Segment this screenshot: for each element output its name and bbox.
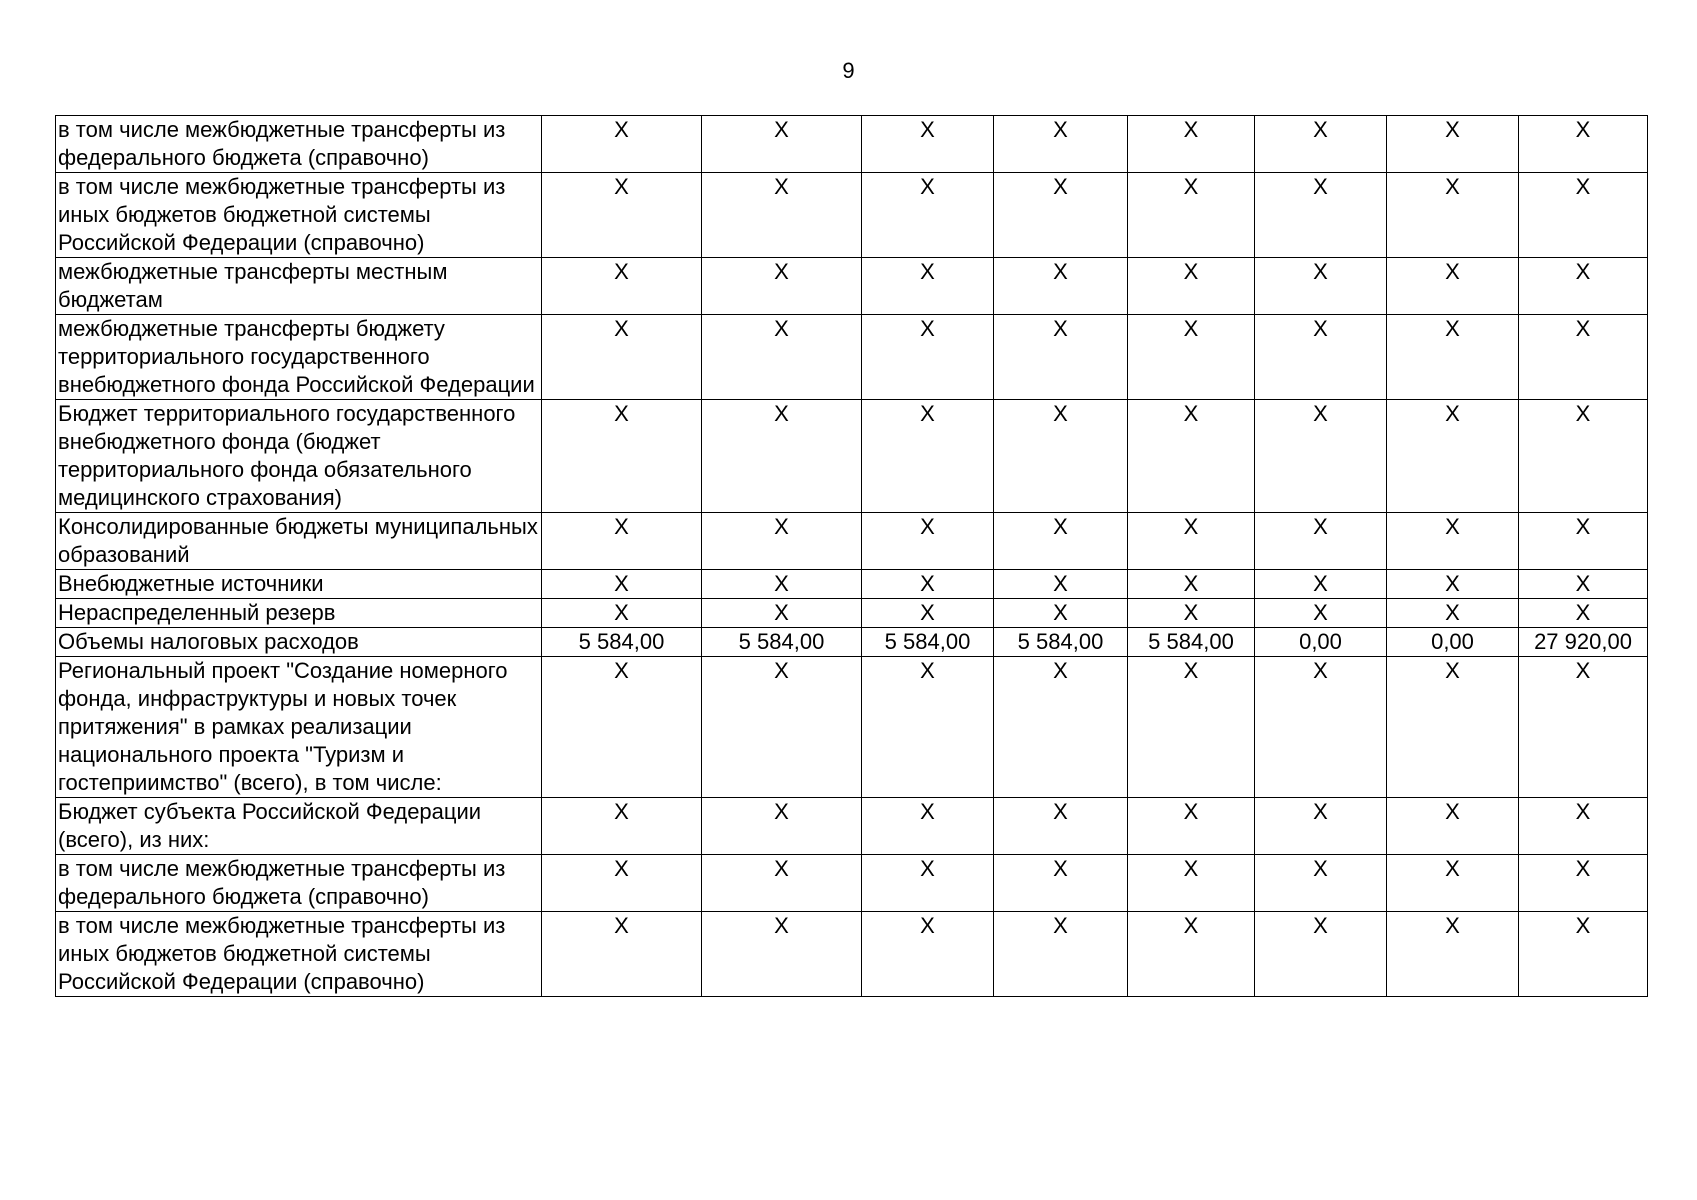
value-cell: X (542, 570, 702, 599)
row-label: в том числе межбюджетные трансферты из федерального бюджета (справочно) (56, 116, 542, 173)
value-cell: X (1519, 855, 1648, 912)
value-cell: X (702, 657, 862, 798)
value-cell: X (1255, 570, 1387, 599)
row-label: межбюджетные трансферты бюджету территориального государственного внебюджетного фонда Российской Федерации (56, 315, 542, 400)
value-cell: X (702, 570, 862, 599)
value-cell: 0,00 (1255, 628, 1387, 657)
value-cell: X (862, 116, 994, 173)
value-cell: X (1519, 315, 1648, 400)
value-cell: X (1387, 570, 1519, 599)
value-cell: X (1255, 315, 1387, 400)
value-cell: 0,00 (1387, 628, 1519, 657)
value-cell: X (542, 912, 702, 997)
row-label: Нераспределенный резерв (56, 599, 542, 628)
value-cell: X (1387, 912, 1519, 997)
value-cell: X (702, 400, 862, 513)
value-cell: X (994, 315, 1128, 400)
value-cell: X (1519, 570, 1648, 599)
value-cell: X (862, 513, 994, 570)
value-cell: X (1255, 798, 1387, 855)
value-cell: 5 584,00 (1128, 628, 1255, 657)
value-cell: X (702, 855, 862, 912)
value-cell: X (1128, 599, 1255, 628)
value-cell: X (862, 570, 994, 599)
value-cell: X (994, 116, 1128, 173)
page-number: 9 (842, 58, 855, 83)
table-row (56, 798, 1648, 855)
table-row (56, 599, 1648, 628)
table-row (56, 628, 1648, 657)
value-cell: X (1128, 258, 1255, 315)
value-cell: X (1519, 657, 1648, 798)
value-cell: X (862, 855, 994, 912)
value-cell: X (1387, 513, 1519, 570)
row-label: межбюджетные трансферты местным бюджетам (56, 258, 542, 315)
value-cell: X (1519, 599, 1648, 628)
value-cell: 27 920,00 (1519, 628, 1648, 657)
value-cell: X (994, 599, 1128, 628)
value-cell: X (542, 855, 702, 912)
value-cell: X (1387, 855, 1519, 912)
value-cell: X (1128, 570, 1255, 599)
table-row (56, 855, 1648, 912)
value-cell: X (1519, 116, 1648, 173)
row-label: Объемы налоговых расходов (56, 628, 542, 657)
row-label: Консолидированные бюджеты муниципальных образований (56, 513, 542, 570)
table-row (56, 173, 1648, 258)
value-cell: X (994, 513, 1128, 570)
value-cell: X (702, 173, 862, 258)
value-cell: X (862, 315, 994, 400)
value-cell: X (542, 315, 702, 400)
value-cell: X (1255, 599, 1387, 628)
value-cell: X (702, 599, 862, 628)
value-cell: X (994, 173, 1128, 258)
value-cell: X (542, 400, 702, 513)
row-label: в том числе межбюджетные трансферты из иных бюджетов бюджетной системы Российской Федерации (справочно) (56, 173, 542, 258)
value-cell: X (702, 912, 862, 997)
value-cell: X (862, 912, 994, 997)
value-cell: X (702, 798, 862, 855)
row-label: Региональный проект "Создание номерного фонда, инфраструктуры и новых точек притяжения" в рамках реализации национального проекта "Туризм и гостеприимство" (всего), в том числе: (56, 657, 542, 798)
table-row (56, 513, 1648, 570)
value-cell: 5 584,00 (702, 628, 862, 657)
value-cell: X (1128, 173, 1255, 258)
table-row (56, 400, 1648, 513)
value-cell: X (1519, 400, 1648, 513)
value-cell: X (862, 657, 994, 798)
value-cell: X (1519, 258, 1648, 315)
value-cell: X (702, 513, 862, 570)
value-cell: X (994, 855, 1128, 912)
row-label: в том числе межбюджетные трансферты из иных бюджетов бюджетной системы Российской Федерации (справочно) (56, 912, 542, 997)
table-row (56, 912, 1648, 997)
value-cell: X (1128, 513, 1255, 570)
value-cell: X (994, 570, 1128, 599)
value-cell: X (994, 657, 1128, 798)
value-cell: X (1255, 173, 1387, 258)
value-cell: X (1387, 258, 1519, 315)
value-cell: X (542, 513, 702, 570)
value-cell: X (862, 258, 994, 315)
value-cell: X (1387, 599, 1519, 628)
value-cell: X (862, 400, 994, 513)
table-row (56, 570, 1648, 599)
value-cell: X (1255, 855, 1387, 912)
value-cell: X (862, 599, 994, 628)
value-cell: X (1128, 400, 1255, 513)
row-label: Бюджет территориального государственного внебюджетного фонда (бюджет территориального фонда обязательного медицинского страхования) (56, 400, 542, 513)
value-cell: X (1128, 657, 1255, 798)
value-cell: X (1128, 116, 1255, 173)
value-cell: 5 584,00 (542, 628, 702, 657)
table-body (56, 116, 1648, 997)
value-cell: X (1128, 798, 1255, 855)
table-row (56, 258, 1648, 315)
value-cell: X (994, 400, 1128, 513)
value-cell: X (702, 315, 862, 400)
value-cell: X (1255, 912, 1387, 997)
value-cell: X (542, 599, 702, 628)
value-cell: X (1519, 513, 1648, 570)
value-cell: X (1519, 798, 1648, 855)
value-cell: X (862, 173, 994, 258)
value-cell: X (1387, 173, 1519, 258)
value-cell: X (1255, 513, 1387, 570)
value-cell: X (702, 258, 862, 315)
value-cell: X (1387, 400, 1519, 513)
value-cell: X (542, 258, 702, 315)
row-label: Внебюджетные источники (56, 570, 542, 599)
value-cell: X (1519, 173, 1648, 258)
value-cell: X (994, 798, 1128, 855)
value-cell: X (1255, 400, 1387, 513)
value-cell: 5 584,00 (994, 628, 1128, 657)
value-cell: X (994, 912, 1128, 997)
value-cell: X (862, 798, 994, 855)
value-cell: X (994, 258, 1128, 315)
value-cell: X (1255, 657, 1387, 798)
value-cell: X (1387, 657, 1519, 798)
table-row (56, 657, 1648, 798)
value-cell: X (542, 657, 702, 798)
value-cell: X (1387, 798, 1519, 855)
value-cell: X (1387, 116, 1519, 173)
value-cell: X (1519, 912, 1648, 997)
value-cell: X (702, 116, 862, 173)
value-cell: X (1387, 315, 1519, 400)
value-cell: X (1128, 855, 1255, 912)
value-cell: X (542, 798, 702, 855)
row-label: в том числе межбюджетные трансферты из федерального бюджета (справочно) (56, 855, 542, 912)
value-cell: X (542, 116, 702, 173)
value-cell: X (1255, 258, 1387, 315)
budget-table (55, 115, 1648, 997)
row-label: Бюджет субъекта Российской Федерации (всего), из них: (56, 798, 542, 855)
value-cell: X (1128, 912, 1255, 997)
value-cell: X (1255, 116, 1387, 173)
value-cell: X (1128, 315, 1255, 400)
table-row (56, 116, 1648, 173)
value-cell: X (542, 173, 702, 258)
table-row (56, 315, 1648, 400)
value-cell: 5 584,00 (862, 628, 994, 657)
